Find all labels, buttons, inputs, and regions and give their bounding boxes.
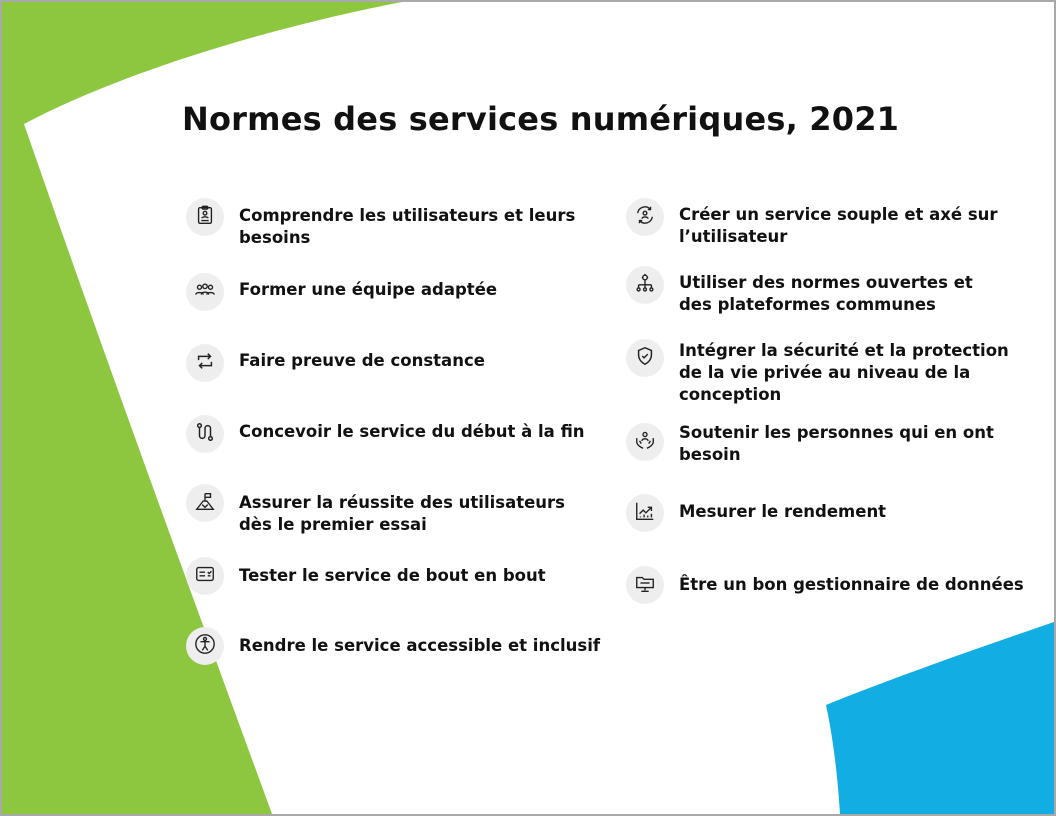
user-cycle-icon — [634, 204, 656, 230]
standard-item-security-privacy — [626, 339, 1009, 406]
standard-item-end-to-end — [186, 415, 585, 453]
accessibility-icon — [194, 633, 216, 659]
standard-item-team — [186, 273, 497, 311]
standard-item-measure — [626, 494, 886, 532]
standard-label: Mesurer le rendement — [679, 502, 887, 521]
standard-item-understand-users — [186, 198, 575, 249]
clipboard-icon — [194, 204, 216, 230]
network-gear-icon — [634, 272, 656, 298]
standard-item-test — [186, 557, 546, 595]
standard-label: Tester le service de bout en bout — [239, 566, 546, 585]
standard-item-data-steward — [626, 566, 1024, 604]
standard-label: Comprendre les utilisateurs et leurs besoins — [239, 206, 576, 247]
standard-label: Être un bon gestionnaire de données — [679, 575, 1024, 594]
standard-label: Utiliser des normes ouvertes et des plateformes communes — [679, 273, 973, 314]
standard-label: Soutenir les personnes qui en ont besoin — [679, 423, 994, 464]
route-path-icon — [194, 421, 216, 447]
standard-item-consistency — [186, 344, 485, 382]
repeat-arrows-icon — [194, 350, 216, 376]
standard-item-flexible-service — [626, 198, 998, 248]
test-checklist-icon — [194, 563, 216, 589]
support-hands-icon — [634, 429, 656, 455]
standard-item-open-standards — [626, 266, 973, 316]
standard-label: Concevoir le service du début à la fin — [239, 422, 585, 441]
mountain-flag-icon — [194, 490, 216, 516]
standard-item-support-people — [626, 423, 994, 466]
page-title: Normes des services numériques, 2021 — [182, 100, 900, 138]
standard-item-accessible — [186, 627, 600, 665]
standard-label: Rendre le service accessible et inclusif — [239, 636, 601, 655]
growth-chart-icon — [634, 500, 656, 526]
standard-item-first-try — [186, 484, 565, 536]
team-icon — [194, 279, 216, 305]
standard-label: Faire preuve de constance — [239, 351, 485, 370]
standard-label: Créer un service souple et axé sur l’utilisateur — [679, 205, 998, 246]
blue-swoosh — [826, 622, 1054, 814]
standard-label: Former une équipe adaptée — [239, 280, 498, 299]
data-folder-icon — [634, 572, 656, 598]
standard-label: Assurer la réussite des utilisateurs dès le premier essai — [239, 493, 566, 534]
standard-label: Intégrer la sécurité et la protection de la vie privée au niveau de la conception — [679, 341, 1009, 404]
shield-check-icon — [634, 345, 656, 371]
